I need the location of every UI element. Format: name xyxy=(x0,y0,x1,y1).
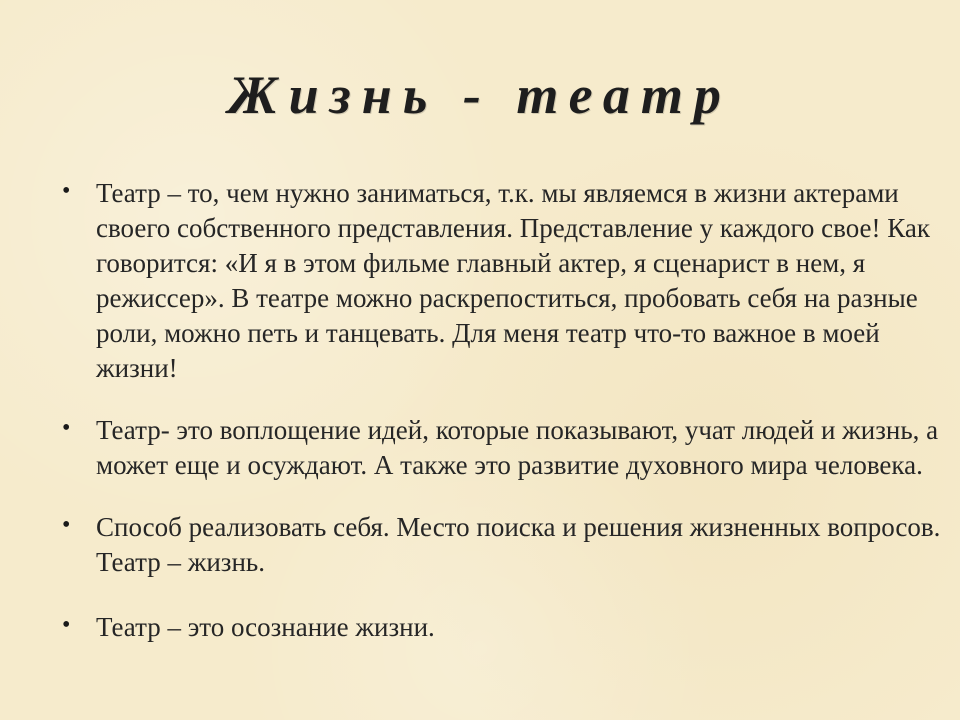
bullet-icon: • xyxy=(62,178,71,204)
bullet-list xyxy=(58,176,948,672)
bullet-icon: • xyxy=(62,415,71,441)
bullet-text: Способ реализовать себя. Место поиска и решения жизненных вопросов. Театр – жизнь. xyxy=(96,512,941,577)
bullet-text: Театр – то, чем нужно заниматься, т.к. мы являемся в жизни актерами своего собственного представления. Представление у каждого свое! Как говорится: «И я в этом фильме главный актер, я сценарист в нем, я режиссер». В театре можно раскрепоститься, пробовать себя на разные роли, можно петь и танцевать. Для меня театр что-то важное в моей жизни! xyxy=(96,178,931,383)
bullet-text: Театр – это осознание жизни. xyxy=(96,612,435,642)
bullet-item xyxy=(58,413,948,483)
bullet-icon: • xyxy=(62,512,71,538)
bullet-item xyxy=(58,510,948,580)
bullet-item xyxy=(58,176,948,386)
bullet-text: Театр- это воплощение идей, которые показывают, учат людей и жизнь, а может еще и осуждают. А также это развитие духовного мира человека. xyxy=(96,415,939,480)
bullet-icon: • xyxy=(62,612,71,638)
slide-title: Жизнь - театр xyxy=(228,65,732,125)
bullet-item xyxy=(58,610,948,645)
